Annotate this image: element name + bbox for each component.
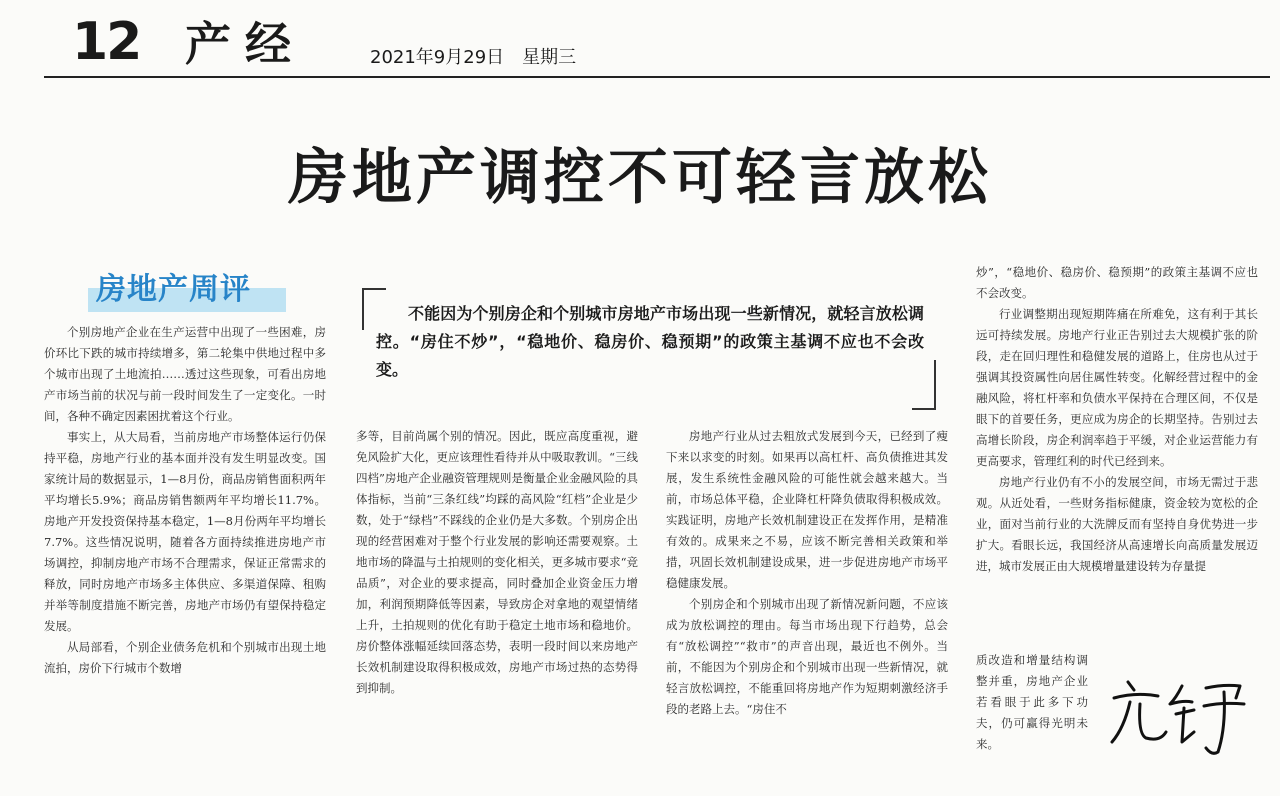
signature-stroke — [1206, 692, 1224, 753]
body-column-4-wrap — [976, 650, 1088, 774]
masthead-rule — [44, 76, 1270, 78]
pull-quote: 不能因为个别房企和个别城市房地产市场出现一些新情况，就轻言放松调控。“房住不炒”，“稳地价、稳房价、稳预期”的政策主基调不应也不会改变。 — [376, 304, 924, 379]
paragraph: 房地产行业从过去粗放式发展到今天，已经到了瘦下来以求变的时刻。如果再以高杠杆、高负债推进其发展，发生系统性金融风险的可能性就会越来越大。当前，市场总体平稳，企业降杠杆降负债取得积极成效。实践证明，房地产长效机制建设正在发挥作用，是精准有效的。成果来之不易，应该不断完善相关政策和举措，巩固长效机制建设成果，进一步促进房地产市场平稳健康发展。 — [666, 429, 948, 590]
signature-stroke — [1182, 708, 1194, 742]
paragraph: 事实上，从大局看，当前房地产市场整体运行仍保持平稳，房地产行业的基本面并没有发生明显改变。国家统计局的数据显示，1—8月份，商品房销售面积两年平均增长5.9%；商品房销售额两年平均增长11.7%。房地产开发投资保持基本稳定，1—8月份两年平均增长7.7%。这些情况说明，随着各方面持续推进房地产市场调控，抑制房地产市场不合理需求，保证正常需求的释放，同时房地产市场多主体供应、多渠道保障、租购并举等制度措施不断完善，房地产市场仍有望保持稳定发展。 — [44, 430, 326, 633]
body-column-1 — [44, 322, 326, 774]
page-number: 12 — [72, 12, 141, 72]
signature-stroke — [1128, 682, 1134, 690]
signature-stroke — [1114, 694, 1158, 698]
paragraph: 房地产行业仍有不小的发展空间，市场无需过于悲观。从近处看，一些财务指标健康，资金较为宽松的企业，面对当前行业的大洗牌反而有坚持自身优势进一步扩大。看眼长远，我国经济从高速增长向高质量发展迈进，城市发展正由大规模增量建设转为存量提 — [976, 475, 1258, 573]
signature-stroke — [1140, 704, 1166, 739]
paragraph: 质改造和增量结构调整并重，房地产企业若看眼于此多下功夫，仍可赢得光明未来。 — [976, 653, 1088, 751]
paragraph: 炒”，“稳地价、稳房价、稳预期”的政策主基调不应也不会改变。 — [976, 265, 1258, 300]
paragraph: 个别房企和个别城市出现了新情况新问题，不应该成为放松调控的理由。每当市场出现下行趋势，总会有“放松调控”“救市”的声音出现，最近也不例外。当前，不能因为个别房企和个别城市出现一些新情况，就轻言放松调控，不能重回将房地产作为短期刺激经济手段的老路上去。“房住不 — [666, 597, 948, 716]
signature-stroke — [1112, 702, 1130, 742]
signature-stroke — [1170, 686, 1192, 704]
section-title: 产经 — [185, 17, 305, 71]
author-signature — [1106, 668, 1256, 758]
issue-date: 2021年9月29日 星期三 — [370, 47, 577, 68]
paragraph: 行业调整期出现短期阵痛在所难免，这有利于其长远可持续发展。房地产行业正告别过去大规模扩张的阶段，走在回归理性和稳健发展的道路上，住房也从过于强调其投资属性向居住属性转变。化解经营过程中的金融风险，将杠杆率和负债水平保持在合理区间，不仅是眼下的首要任务，更应成为房企的长期坚持。告别过去高增长阶段，房企利润率趋于平缓，对企业运营能力有更高要求，管理红利的时代已经到来。 — [976, 307, 1258, 468]
column-name-badge — [88, 268, 286, 312]
paragraph: 多等，目前尚属个别的情况。因此，既应高度重视，避免风险扩大化，更应该理性看待并从中吸取教训。“三线四档”房地产企业融资管理规则是衡量企业金融风险的具体指标，当前“三条红线”均踩的高风险“红档”企业是少数，处于“绿档”不踩线的企业仍是大多数。个别房企出现的经营困难对于整个行业发展的影响还需要观察。土地市场的降温与土拍规则的变化相关，更多城市要求“竞品质”，对企业的要求提高，同时叠加企业资金压力增加，利润预期降低等因素，导致房企对拿地的观望情绪上升，土拍规则的优化有助于稳定土地市场和稳地价。房价整体涨幅延续回落态势，表明一段时间以来房地产长效机制建设取得积极成效，房地产市场过热的态势得到抑制。 — [356, 429, 638, 695]
paragraph: 个别房地产企业在生产运营中出现了一些困难，房价环比下跌的城市持续增多，第二轮集中供地过程中多个城市出现了土地流拍……透过这些现象，可看出房地产市场当前的状况与前一段时间发生了一定变化。一时间，各种不确定因素困扰着这个行业。 — [44, 325, 326, 423]
column-name-text: 房地产周评 — [96, 272, 251, 307]
body-column-4 — [976, 262, 1258, 650]
body-column-2 — [356, 426, 638, 774]
body-column-3 — [666, 426, 948, 774]
article-headline: 房地产调控不可轻言放松 — [288, 143, 992, 213]
paragraph: 从局部看，个别企业债务危机和个别城市出现土地流拍，房价下行城市个数增 — [44, 640, 326, 675]
